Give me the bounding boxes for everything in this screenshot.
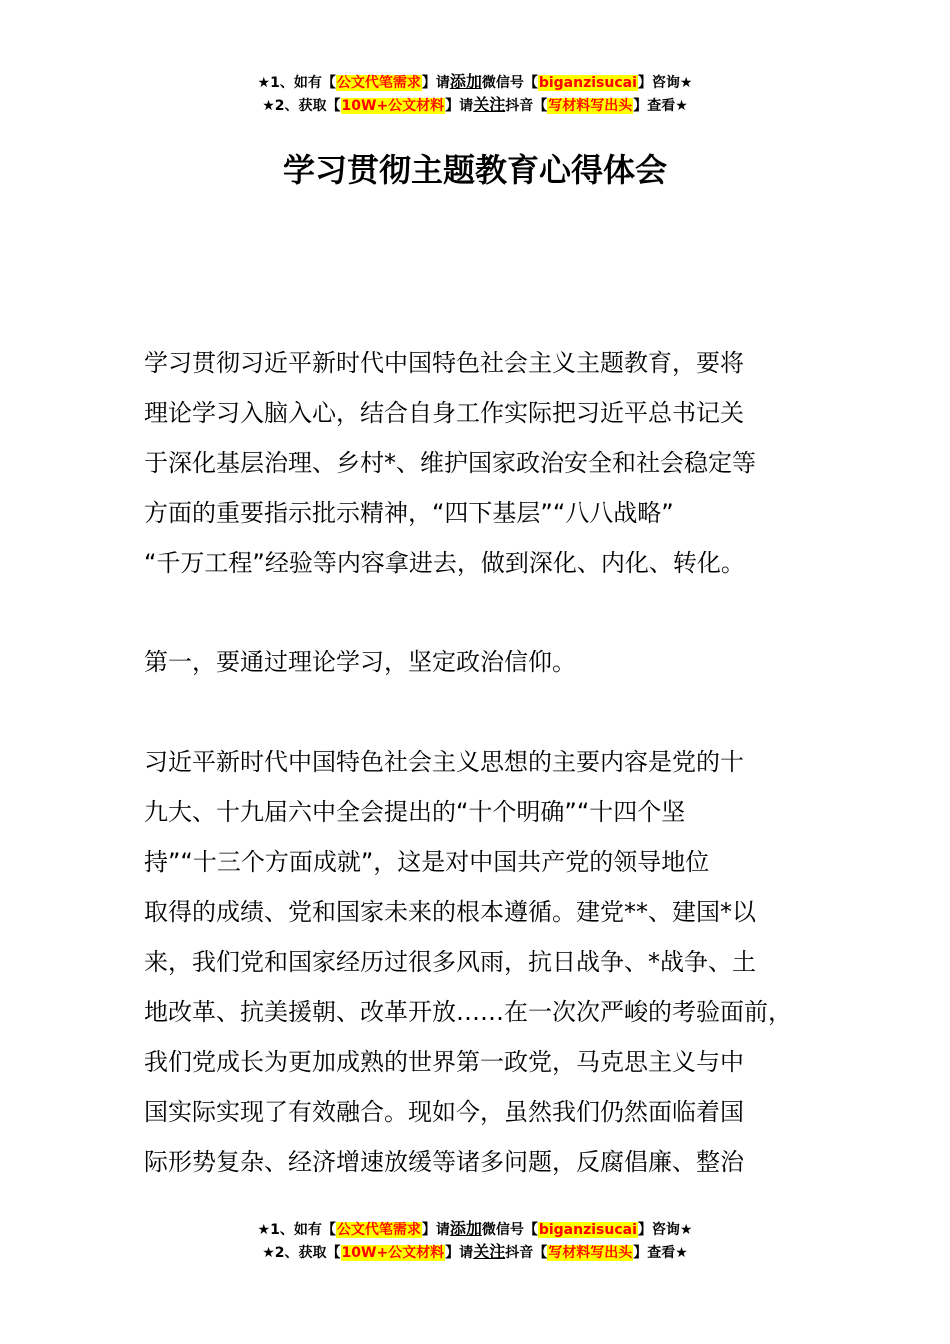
- text-line: “千万工程”经验等内容拿进去，做到深化、内化、转化。: [144, 549, 745, 577]
- banner-text: 抖音【: [505, 1245, 548, 1261]
- banner-text: 】请: [421, 1222, 450, 1238]
- banner-text: 】咨询★: [637, 1222, 693, 1238]
- banner-text: ★2、获取【: [262, 1245, 341, 1261]
- banner-underline-text: 关注: [473, 95, 506, 114]
- banner-text: 微信号【: [481, 1222, 538, 1238]
- banner-text: 】查看★: [633, 98, 688, 114]
- banner-highlight: 写材料写出头: [548, 98, 633, 114]
- banner-highlight: 写材料写出头: [548, 1245, 633, 1261]
- banner-underline-text: 关注: [473, 1242, 506, 1261]
- banner-text: 微信号【: [481, 75, 538, 91]
- banner-text: ★2、获取【: [262, 98, 341, 114]
- banner-text: 】请: [445, 1245, 474, 1261]
- banner-text: ★1、如有【: [257, 1222, 336, 1238]
- banner-highlight: 公文代笔需求: [336, 1222, 421, 1238]
- banner-text: 】查看★: [633, 1245, 688, 1261]
- banner-line-1: [0, 1218, 950, 1241]
- text-line: 来，我们党和国家经历过很多风雨，抗日战争、*战争、土: [144, 948, 756, 976]
- text-line: 理论学习入脑入心，结合自身工作实际把习近平总书记关: [144, 399, 744, 427]
- text-line: 国实际实现了有效融合。现如今，虽然我们仍然面临着国: [144, 1098, 744, 1126]
- banner-text: 】咨询★: [637, 75, 693, 91]
- footer-banner: [0, 1218, 950, 1264]
- banner-underline-text: 添加: [449, 72, 482, 91]
- banner-highlight: biganzisucai: [538, 75, 637, 91]
- banner-line-2: [0, 94, 950, 117]
- header-banner: [0, 71, 950, 117]
- banner-text: 抖音【: [505, 98, 548, 114]
- text-line: 九大、十九届六中全会提出的“十个明确”“十四个坚: [144, 798, 686, 826]
- text-line: 学习贯彻习近平新时代中国特色社会主义主题教育，要将: [144, 349, 744, 377]
- text-line: 习近平新时代中国特色社会主义思想的主要内容是党的十: [144, 748, 744, 776]
- document-title: 学习贯彻主题教育心得体会: [282, 151, 667, 189]
- text-line: 际形势复杂、经济增速放缓等诸多问题，反腐倡廉、整治: [144, 1148, 744, 1176]
- text-line: 持”“十三个方面成就”，这是对中国共产党的领导地位: [144, 848, 710, 876]
- banner-highlight: biganzisucai: [538, 1222, 637, 1238]
- paragraph-2: [144, 737, 836, 1187]
- banner-line-1: [0, 71, 950, 94]
- text-line: 地改革、抗美援朝、改革开放……在一次次严峻的考验面前，: [144, 998, 792, 1026]
- banner-text: 】请: [445, 98, 474, 114]
- paragraph-1: [144, 338, 836, 588]
- banner-highlight: 10W+公文材料: [341, 98, 445, 114]
- banner-line-2: [0, 1241, 950, 1264]
- section-heading: [144, 637, 836, 687]
- banner-text: 】请: [421, 75, 450, 91]
- text-line: 我们党成长为更加成熟的世界第一政党，马克思主义与中: [144, 1048, 744, 1076]
- banner-highlight: 10W+公文材料: [341, 1245, 445, 1261]
- text-line: 方面的重要指示批示精神，“四下基层”“八八战略”: [144, 499, 674, 527]
- banner-underline-text: 添加: [449, 1219, 482, 1238]
- text-line: 取得的成绩、党和国家未来的根本遵循。建党**、建国*以: [144, 898, 756, 926]
- text-line: 于深化基层治理、乡村*、维护国家政治安全和社会稳定等: [144, 449, 756, 477]
- banner-text: ★1、如有【: [257, 75, 336, 91]
- banner-highlight: 公文代笔需求: [336, 75, 421, 91]
- heading-text: 第一，要通过理论学习，坚定政治信仰。: [144, 648, 576, 676]
